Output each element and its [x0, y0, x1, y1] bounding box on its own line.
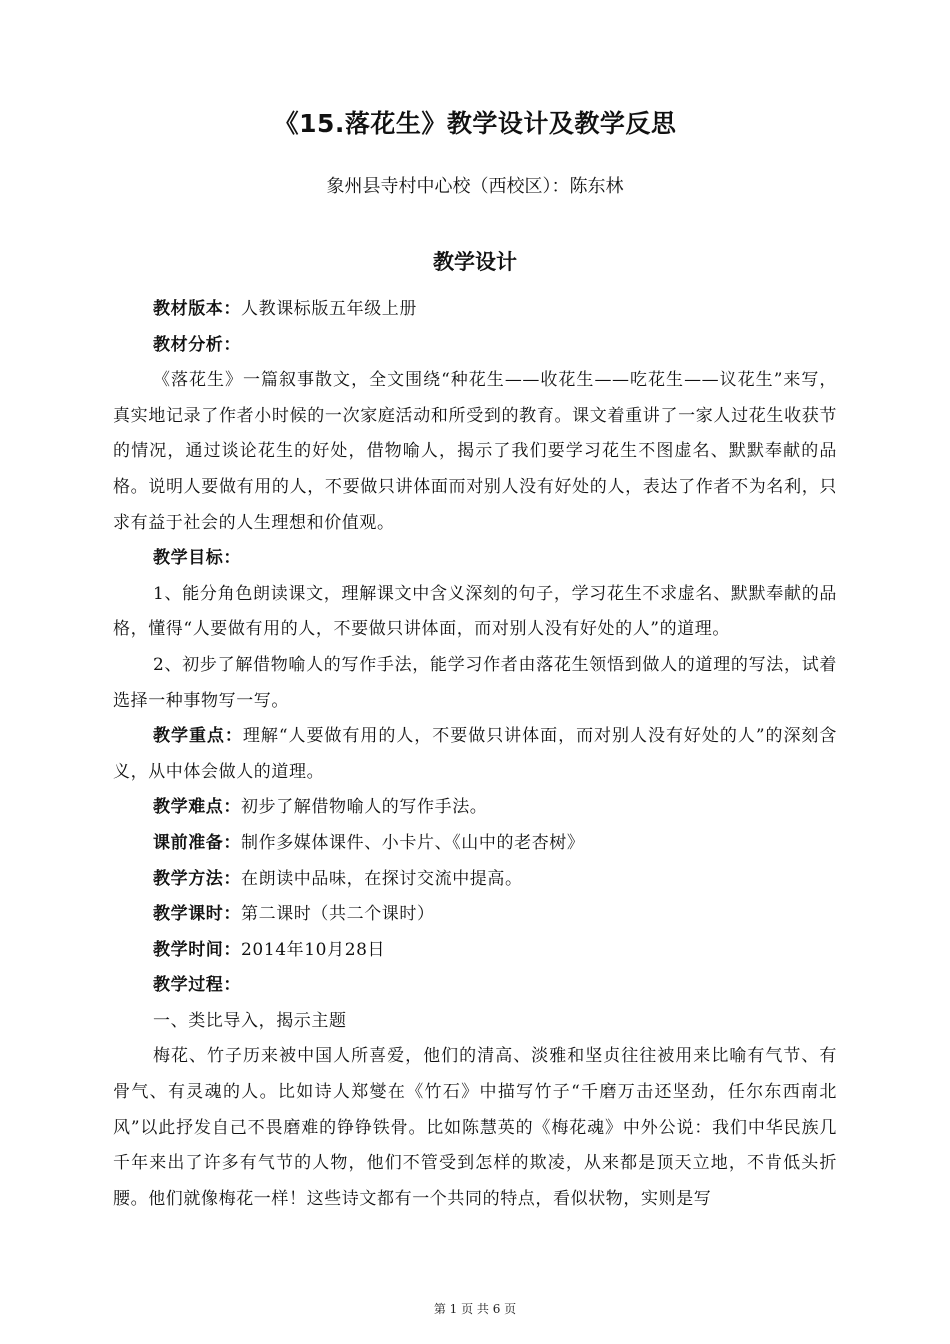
hours-label: 教学课时： — [153, 904, 241, 925]
goals-label: 教学目标： — [153, 548, 241, 569]
prep-label: 课前准备： — [153, 832, 241, 853]
page-footer: 第 1 页 共 6 页 — [433, 1302, 517, 1316]
analysis-paragraph: 《落花生》一篇叙事散文，全文围绕“种花生——收花生——吃花生——议花生”来写，真实地记录了作者小时候的一次家庭活动和所受到的教育。课文着重讲了一家人过花生收获节的情况，通过谈论花生的好处，借物喻人，揭示了我们要学习花生不图虚名、默默奉献的品格。说明人要做有用的人，不要做只讲体面而对别人没有好处的人，表达了作者不为名利，只求有益于社会的人生理想和价值观。 — [113, 370, 837, 533]
time-paragraph — [113, 933, 837, 969]
method-label: 教学方法： — [153, 868, 241, 889]
prep-paragraph — [113, 826, 837, 862]
section-title: 教学设计 — [433, 250, 517, 274]
step-1-heading: 一、类比导入，揭示主题 — [153, 1010, 347, 1031]
goal-2-paragraph: 2、初步了解借物喻人的写作手法，能学习作者由落花生领悟到做人的道理的写法，试着选择一种事物写一写。 — [113, 654, 837, 711]
time-value: 2014年10月28日 — [241, 939, 386, 960]
process-label: 教学过程： — [153, 975, 241, 996]
edition-label: 教材版本： — [153, 299, 241, 319]
difficulty-paragraph — [113, 790, 837, 826]
analysis-heading — [113, 328, 837, 364]
time-label: 教学时间： — [153, 939, 241, 960]
prep-value: 制作多媒体课件、小卡片、《山中的老杏树》 — [241, 832, 585, 853]
edition-paragraph — [113, 292, 837, 328]
key-label: 教学重点： — [153, 726, 243, 747]
method-paragraph — [113, 862, 837, 898]
process-heading — [113, 968, 837, 1004]
document-body — [113, 292, 837, 1217]
method-value: 在朗读中品味，在探讨交流中提高。 — [241, 868, 523, 889]
goal-1-paragraph: 1、能分角色朗读课文，理解课文中含义深刻的句子，学习花生不求虚名、默默奉献的品格，懂得“人要做有用的人，不要做只讲体面，而对别人没有好处的人”的道理。 — [113, 583, 837, 640]
goals-heading — [113, 541, 837, 577]
difficulty-value: 初步了解借物喻人的写作手法。 — [241, 797, 488, 818]
author-line: 象州县寺村中心校（西校区）：陈东林 — [326, 176, 624, 197]
hours-paragraph — [113, 897, 837, 933]
difficulty-label: 教学难点： — [153, 797, 241, 818]
key-value: 理解“人要做有用的人，不要做只讲体面，而对别人没有好处的人”的深刻含义，从中体会做人的道理。 — [113, 726, 838, 782]
key-paragraph — [113, 719, 837, 790]
analysis-label: 教材分析： — [153, 334, 241, 355]
intro-paragraph: 梅花、竹子历来被中国人所喜爱，他们的清高、淡雅和坚贞往往被用来比喻有气节、有骨气、有灵魂的人。比如诗人郑燮在《竹石》中描写竹子“千磨万击还坚劲，任尔东西南北风”以此抒发自己不畏磨难的铮铮铁骨。比如陈慧英的《梅花魂》中外公说：我们中华民族几千年来出了许多有气节的人物，他们不管受到怎样的欺凌，从来都是顶天立地，不肯低头折腰。他们就像梅花一样！这些诗文都有一个共同的特点，看似状物，实则是写 — [113, 1046, 837, 1209]
hours-value: 第二课时（共二个课时） — [241, 904, 435, 925]
edition-value: 人教课标版五年级上册 — [241, 299, 417, 319]
document-title: 《15.落花生》教学设计及教学反思 — [273, 109, 677, 138]
